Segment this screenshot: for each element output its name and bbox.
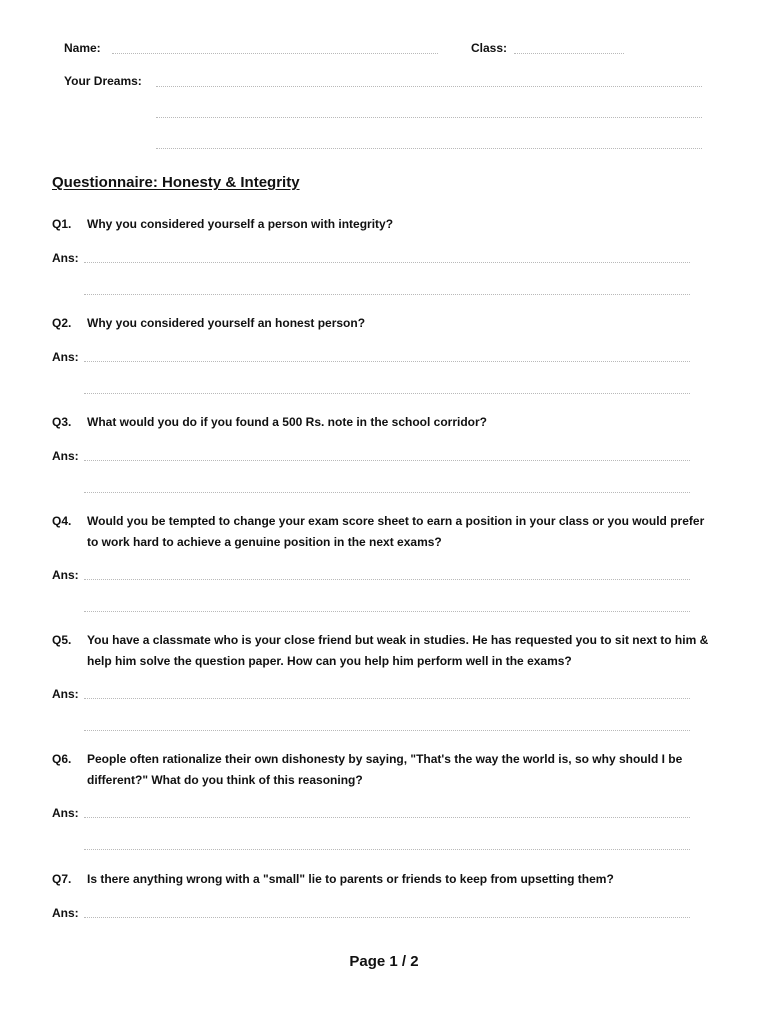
answer-label: Ans: <box>52 806 79 820</box>
answer-label: Ans: <box>52 251 79 265</box>
question-text: What would you do if you found a 500 Rs. note in the school corridor? <box>87 415 488 429</box>
answer-line[interactable] <box>84 361 690 362</box>
dreams-answer-line-2[interactable] <box>156 117 702 118</box>
dreams-label: Your Dreams: <box>64 74 142 88</box>
answer-line[interactable] <box>84 460 690 461</box>
dreams-answer-line-1[interactable] <box>156 86 702 87</box>
answer-line[interactable] <box>84 294 690 295</box>
question-number: Q4. <box>52 514 72 528</box>
answer-label: Ans: <box>52 906 79 920</box>
answer-line[interactable] <box>84 817 690 818</box>
question-number: Q6. <box>52 752 72 766</box>
question-text: Would you be tempted to change your exam score sheet to earn a position in your class or you would prefer to work hard to achieve a genuine position in the next exams? <box>87 514 705 549</box>
question-number: Q2. <box>52 316 72 330</box>
answer-line[interactable] <box>84 698 690 699</box>
answer-label: Ans: <box>52 350 79 364</box>
questionnaire-title: Questionnaire: Honesty & Integrity <box>52 174 300 191</box>
class-answer-line[interactable] <box>514 53 624 54</box>
answer-label: Ans: <box>52 687 79 701</box>
answer-line[interactable] <box>84 917 690 918</box>
question-text: Is there anything wrong with a "small" lie to parents or friends to keep from upsetting them? <box>87 872 614 886</box>
dreams-answer-line-3[interactable] <box>156 148 702 149</box>
answer-line[interactable] <box>84 611 690 612</box>
answer-line[interactable] <box>84 393 690 394</box>
class-label: Class: <box>471 41 508 55</box>
question-number: Q5. <box>52 633 72 647</box>
answer-line[interactable] <box>84 492 690 493</box>
page-number: Page 1 / 2 <box>349 953 419 970</box>
question-number: Q1. <box>52 217 72 231</box>
question-text: You have a classmate who is your close friend but weak in studies. He has requested you to sit next to him & help him solve the question paper. How can you help him perform well in the exams? <box>87 633 709 668</box>
question-text: People often rationalize their own dishonesty by saying, "That's the way the world is, so why should I be different?" What do you think of this reasoning? <box>87 752 683 787</box>
answer-label: Ans: <box>52 568 79 582</box>
question-number: Q7. <box>52 872 72 886</box>
name-answer-line[interactable] <box>112 53 438 54</box>
question-number: Q3. <box>52 415 72 429</box>
question-text: Why you considered yourself a person with integrity? <box>87 217 394 231</box>
answer-line[interactable] <box>84 730 690 731</box>
answer-label: Ans: <box>52 449 79 463</box>
answer-line[interactable] <box>84 579 690 580</box>
answer-line[interactable] <box>84 262 690 263</box>
question-text: Why you considered yourself an honest person? <box>87 316 366 330</box>
name-label: Name: <box>64 41 101 55</box>
answer-line[interactable] <box>84 849 690 850</box>
